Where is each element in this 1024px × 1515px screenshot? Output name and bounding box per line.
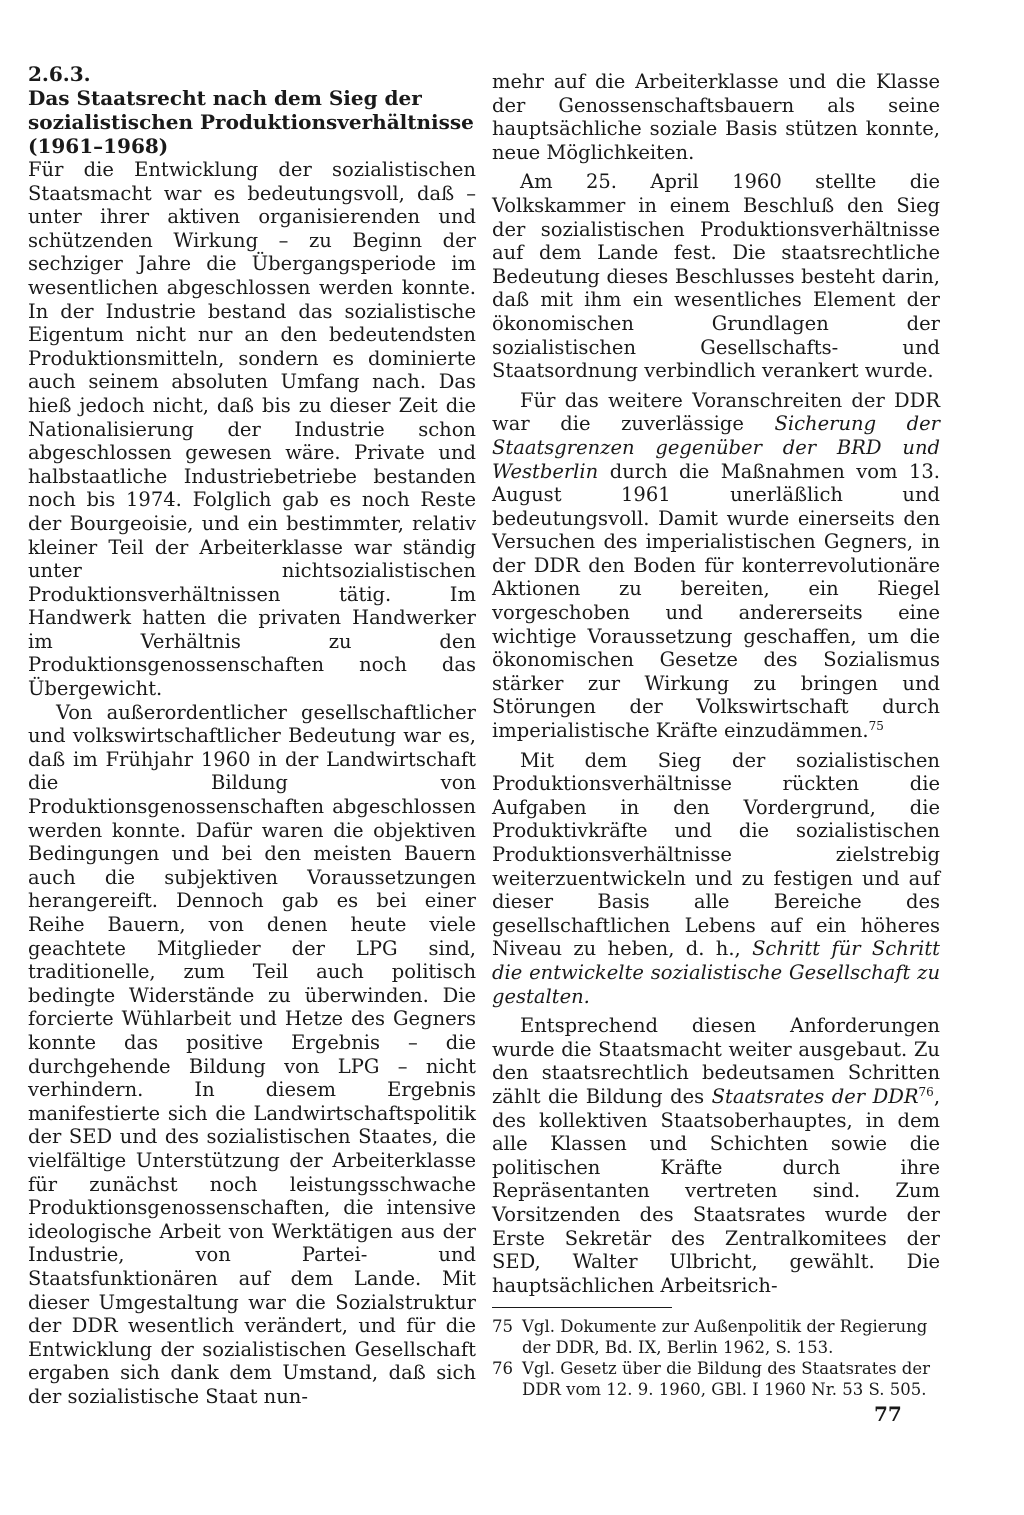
paragraph xyxy=(492,389,940,743)
paragraph xyxy=(492,1014,940,1297)
footnote-text: Vgl. Dokumente zur Außenpolitik der Regierung der DDR, Bd. IX, Berlin 1962, S. 153. xyxy=(522,1317,928,1358)
paragraph-text: Für das weitere Voranschreiten der DDR war die zuverlässige xyxy=(492,388,940,436)
footnote-text: Vgl. Gesetz über die Bildung des Staatsrates der DDR vom 12. 9. 1960, GBl. I 1960 Nr. 53 S. 505. xyxy=(522,1359,931,1400)
paragraph-text: Entsprechend diesen Anforderungen wurde die Staatsmacht weiter ausgebaut. Zu den staatsrechtlich bedeutsamen Schritten zählt die Bildung des xyxy=(492,1014,940,1108)
section-title: Das Staatsrecht nach dem Sieg der sozialistischen Produktionsverhältnisse (1961–1968) xyxy=(28,86,474,158)
paragraph-text: , des kollektiven Staatsoberhauptes, in dem alle Klassen und Schichten sowie die politischen Kräfte durch ihre Repräsentanten vertreten sind. Zum Vorsitzenden des Staatsrates wurde der Erste Sekretär des Zentralkomitees der SED, Walter Ulbricht, gewählt. Die hauptsächlichen Arbeitsrich- xyxy=(492,1084,941,1297)
emphasis-text: Sicherung der Staatsgrenzen gegenüber der BRD und Westberlin xyxy=(492,412,940,483)
footnote-divider xyxy=(492,1307,672,1308)
paragraph: Von außerordentlicher gesellschaftlicher und volkswirtschaftlicher Bedeutung war es, daß im Frühjahr 1960 in der Landwirtschaft die Bildung von Produktionsgenossenschaften abgeschlossen werden konnte. Dafür waren die objektiven Bedingungen und bei den meisten Bauern auch die subjektiven Voraussetzungen herangereift. Dennoch gab es bei einer Reihe Bauern, von denen heute viele geachtete Mitglieder der LPG sind, traditionelle, zum Teil auch politisch bedingte Widerstände zu überwinden. Die forcierte Wühlarbeit und Hetze des Gegners konnte das positive Ergebnis – die durchgehende Bildung von LPG – nicht verhindern. In diesem Ergebnis manifestierte sich die Landwirtschaftspolitik der SED und des sozialistischen Staates, die vielfältige Unterstützung der Arbeiterklasse für zunächst noch leistungsschwache Produktionsgenossenschaften, die intensive ideologische Arbeit von Werktätigen aus der Industrie, von Partei- und Staatsfunktionären auf dem Lande. Mit dieser Umgestaltung war die Sozialstruktur der DDR wesentlich verändert, und für die Entwicklung der sozialistischen Gesellschaft ergaben sich dank dem Umstand, daß sich der sozialistische Staat nun- xyxy=(28,700,476,1408)
emphasis-text: Staatsrates der DDR xyxy=(711,1084,919,1108)
paragraph: Für die Entwicklung der sozialistischen Staatsmacht war es bedeutungsvoll, daß – unter ihrer aktiven organisierenden und schützenden Wirkung – zu Beginn der sechziger Jahre die Übergangsperiode im wesentlichen abgeschlossen werden konnte. In der Industrie bestand das sozialistische Eigentum nicht nur an den bedeutendsten Produktionsmitteln, sondern es dominierte auch seinem absoluten Umfang nach. Das hieß jedoch nicht, daß bis zu dieser Zeit die Nationalisierung der Industrie schon abgeschlossen gewesen wäre. Private und halbstaatliche Industriebetriebe bestanden noch bis 1974. Folglich gab es noch Reste der Bourgeoisie, und ein bestimmter, relativ kleiner Teil der Arbeiterklasse war ständig unter nichtsozialistischen Produktionsverhältnissen tätig. Im Handwerk hatten die privaten Handwerker im Verhältnis zu den Produktionsgenossenschaften noch das Übergewicht. xyxy=(28,158,476,701)
left-column xyxy=(28,62,476,1408)
footnote-number: 75 xyxy=(492,1317,513,1337)
section-number: 2.6.3. xyxy=(28,62,91,86)
page-number: 77 xyxy=(874,1402,902,1426)
footnote xyxy=(492,1358,940,1400)
paragraph-text: Mit dem Sieg der sozialistischen Produktionsverhältnisse rückten die Aufgaben in den Vordergrund, die Produktivkräfte und die sozialistischen Produktionsverhältnisse zielstrebig weiterzuentwickeln und zu festigen und auf dieser Basis alle Bereiche des gesellschaftlichen Lebens auf ein höheres Niveau zu heben, d. h., xyxy=(492,748,940,961)
paragraph: mehr auf die Arbeiterklasse und die Klasse der Genossenschaftsbauern als seine hauptsächliche soziale Basis stützen konnte, neue Möglichkeiten. xyxy=(492,70,940,164)
footnotes xyxy=(492,1316,940,1400)
footnote-ref: 76 xyxy=(918,1084,934,1099)
paragraph xyxy=(492,749,940,1009)
footnote-ref: 75 xyxy=(868,719,884,734)
footnote-number: 76 xyxy=(492,1359,513,1379)
paragraph: Am 25. April 1960 stellte die Volkskammer in einem Beschluß den Sieg der sozialistischen Produktionsverhältnisse auf dem Lande fest. Die staatsrechtliche Bedeutung dieses Beschlusses besteht darin, daß mit ihm ein wesentliches Element der ökonomischen Grundlagen der sozialistischen Gesellschafts- und Staatsordnung verbindlich verankert wurde. xyxy=(492,170,940,383)
right-column xyxy=(492,70,940,1400)
paragraph-text: durch die Maßnahmen vom 13. August 1961 unerläßlich und bedeutungsvoll. Damit wurde einerseits den Versuchen des imperialistischen Gegners, in der DDR den Boden für konterrevolutionäre Aktionen zu bereiten, ein Riegel vorgeschoben und andererseits eine wichtige Voraussetzung geschaffen, um die ökonomischen Gesetze des Sozialismus stärker zur Wirkung zu bringen und Störungen der Volkswirtschaft durch imperialistische Kräfte einzudämmen. xyxy=(492,459,940,743)
footnote xyxy=(492,1316,940,1358)
emphasis-text: Schritt für Schritt die entwickelte sozialistische Gesellschaft zu gestalten. xyxy=(492,937,940,1008)
